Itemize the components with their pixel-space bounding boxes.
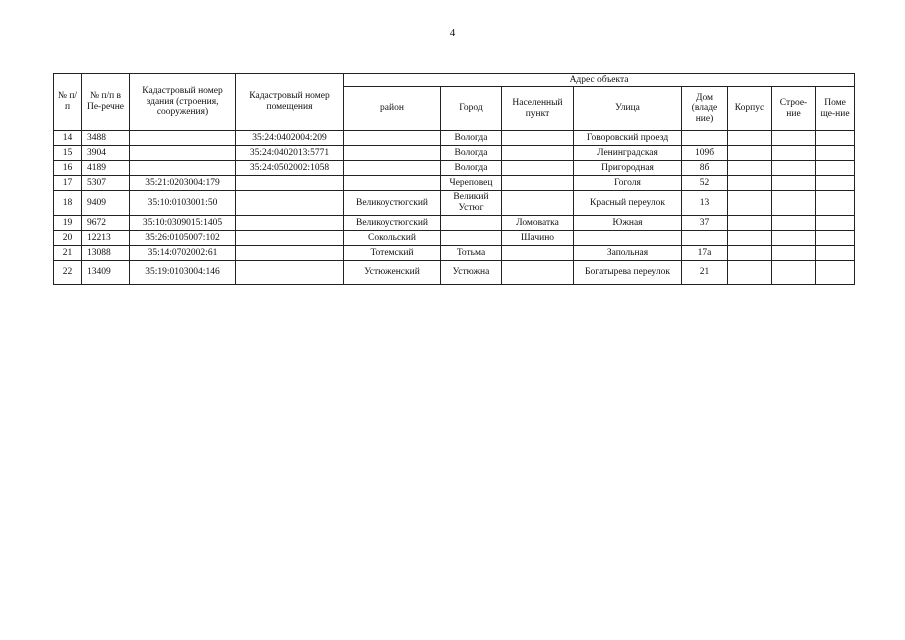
cell-stroenie <box>772 176 816 191</box>
cell-room-cadastral: 35:24:0502002:1058 <box>236 161 344 176</box>
cell-korpus <box>728 246 772 261</box>
cell-pomeshchenie <box>816 161 855 176</box>
cell-list-num: 5307 <box>82 176 130 191</box>
cell-house: 109б <box>682 146 728 161</box>
cell-city: Череповец <box>441 176 502 191</box>
cell-num: 15 <box>54 146 82 161</box>
cell-korpus <box>728 176 772 191</box>
cell-list-num: 3488 <box>82 131 130 146</box>
cell-num: 18 <box>54 191 82 216</box>
cell-house: 37 <box>682 216 728 231</box>
table-row <box>54 191 855 216</box>
cell-pomeshchenie <box>816 146 855 161</box>
cell-city: Вологда <box>441 161 502 176</box>
registry-table <box>53 73 855 285</box>
cell-city <box>441 231 502 246</box>
header-stroenie: Строе-ние <box>772 87 816 131</box>
cell-city: Великий Устюг <box>441 191 502 216</box>
header-building-cadastral: Кадастровый номер здания (строения, сооружения) <box>130 74 236 131</box>
cell-list-num: 13088 <box>82 246 130 261</box>
cell-street: Южная <box>574 216 682 231</box>
cell-num: 19 <box>54 216 82 231</box>
table-row <box>54 261 855 285</box>
cell-building-cadastral: 35:10:0103001:50 <box>130 191 236 216</box>
cell-district: Сокольский <box>344 231 441 246</box>
cell-street: Ленинградская <box>574 146 682 161</box>
cell-stroenie <box>772 231 816 246</box>
table-body <box>54 131 855 285</box>
cell-building-cadastral: 35:19:0103004:146 <box>130 261 236 285</box>
cell-district: Тотемский <box>344 246 441 261</box>
cell-pomeshchenie <box>816 131 855 146</box>
cell-room-cadastral <box>236 231 344 246</box>
cell-list-num: 4189 <box>82 161 130 176</box>
cell-settlement: Шачино <box>502 231 574 246</box>
cell-korpus <box>728 191 772 216</box>
cell-street: Красный переулок <box>574 191 682 216</box>
header-list-num: № п/п в Пе-речне <box>82 74 130 131</box>
cell-korpus <box>728 261 772 285</box>
cell-room-cadastral <box>236 261 344 285</box>
cell-building-cadastral: 35:14:0702002:61 <box>130 246 236 261</box>
cell-pomeshchenie <box>816 191 855 216</box>
cell-pomeshchenie <box>816 261 855 285</box>
cell-city: Вологда <box>441 131 502 146</box>
cell-stroenie <box>772 146 816 161</box>
cell-house: 17а <box>682 246 728 261</box>
cell-city <box>441 216 502 231</box>
cell-list-num: 9672 <box>82 216 130 231</box>
cell-street: Гоголя <box>574 176 682 191</box>
cell-settlement <box>502 261 574 285</box>
cell-num: 16 <box>54 161 82 176</box>
header-address-group: Адрес объекта <box>344 74 855 87</box>
table-row <box>54 161 855 176</box>
header-settlement: Населенный пункт <box>502 87 574 131</box>
cell-settlement <box>502 176 574 191</box>
table-row <box>54 246 855 261</box>
cell-district: Великоустюгский <box>344 191 441 216</box>
cell-building-cadastral <box>130 146 236 161</box>
header-street: Улица <box>574 87 682 131</box>
cell-city: Вологда <box>441 146 502 161</box>
cell-num: 14 <box>54 131 82 146</box>
page-number: 4 <box>449 27 456 39</box>
cell-settlement <box>502 246 574 261</box>
cell-settlement <box>502 131 574 146</box>
table-row <box>54 231 855 246</box>
cell-building-cadastral <box>130 131 236 146</box>
cell-num: 21 <box>54 246 82 261</box>
cell-building-cadastral <box>130 161 236 176</box>
cell-room-cadastral <box>236 216 344 231</box>
cell-room-cadastral <box>236 191 344 216</box>
cell-house: 21 <box>682 261 728 285</box>
cell-stroenie <box>772 191 816 216</box>
cell-pomeshchenie <box>816 216 855 231</box>
cell-house <box>682 231 728 246</box>
cell-city: Устюжна <box>441 261 502 285</box>
table-row <box>54 131 855 146</box>
cell-num: 17 <box>54 176 82 191</box>
cell-district <box>344 131 441 146</box>
cell-pomeshchenie <box>816 246 855 261</box>
cell-district <box>344 161 441 176</box>
header-city: Город <box>441 87 502 131</box>
cell-korpus <box>728 161 772 176</box>
cell-list-num: 12213 <box>82 231 130 246</box>
cell-list-num: 9409 <box>82 191 130 216</box>
cell-pomeshchenie <box>816 231 855 246</box>
cell-street: Говоровский проезд <box>574 131 682 146</box>
header-pomeshchenie: Поме ще-ние <box>816 87 855 131</box>
cell-stroenie <box>772 261 816 285</box>
cell-district: Устюженский <box>344 261 441 285</box>
cell-list-num: 13409 <box>82 261 130 285</box>
cell-building-cadastral: 35:26:0105007:102 <box>130 231 236 246</box>
header-district: район <box>344 87 441 131</box>
cell-street: Запольная <box>574 246 682 261</box>
cell-stroenie <box>772 161 816 176</box>
cell-house: 52 <box>682 176 728 191</box>
cell-street: Богатырева переулок <box>574 261 682 285</box>
cell-stroenie <box>772 246 816 261</box>
header-korpus: Корпус <box>728 87 772 131</box>
cell-house <box>682 131 728 146</box>
cell-district <box>344 176 441 191</box>
cell-settlement <box>502 191 574 216</box>
cell-room-cadastral: 35:24:0402004:209 <box>236 131 344 146</box>
cell-room-cadastral <box>236 176 344 191</box>
cell-settlement <box>502 146 574 161</box>
cell-num: 20 <box>54 231 82 246</box>
cell-korpus <box>728 131 772 146</box>
cell-stroenie <box>772 131 816 146</box>
cell-street <box>574 231 682 246</box>
cell-num: 22 <box>54 261 82 285</box>
cell-list-num: 3904 <box>82 146 130 161</box>
cell-room-cadastral <box>236 246 344 261</box>
table-row <box>54 146 855 161</box>
cell-street: Пригородная <box>574 161 682 176</box>
table-row <box>54 216 855 231</box>
cell-pomeshchenie <box>816 176 855 191</box>
cell-building-cadastral: 35:10:0309015:1405 <box>130 216 236 231</box>
header-num: № п/п <box>54 74 82 131</box>
table-row <box>54 176 855 191</box>
cell-korpus <box>728 216 772 231</box>
cell-building-cadastral: 35:21:0203004:179 <box>130 176 236 191</box>
header-room-cadastral: Кадастровый номер помещения <box>236 74 344 131</box>
cell-korpus <box>728 146 772 161</box>
cell-district: Великоустюгский <box>344 216 441 231</box>
cell-room-cadastral: 35:24:0402013:5771 <box>236 146 344 161</box>
cell-korpus <box>728 231 772 246</box>
cell-house: 13 <box>682 191 728 216</box>
cell-city: Тотьма <box>441 246 502 261</box>
header-house: Дом (владе ние) <box>682 87 728 131</box>
cell-settlement: Ломоватка <box>502 216 574 231</box>
cell-house: 8б <box>682 161 728 176</box>
cell-settlement <box>502 161 574 176</box>
cell-district <box>344 146 441 161</box>
cell-stroenie <box>772 216 816 231</box>
